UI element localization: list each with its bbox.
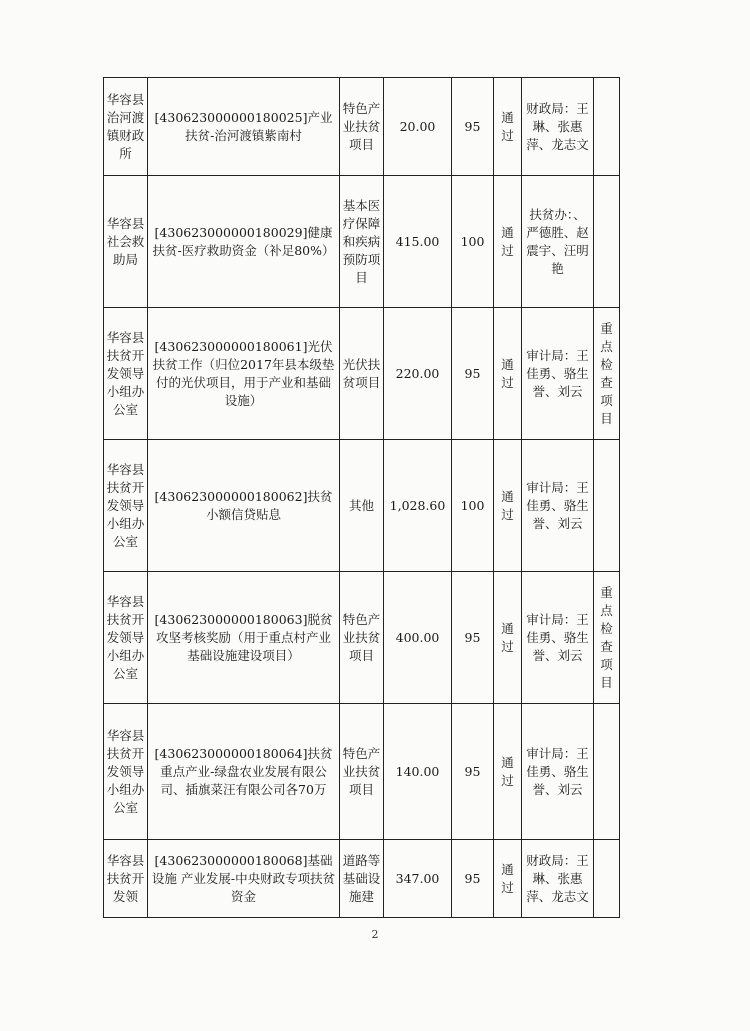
unit-cell: 华容县扶贫开发领导小组办公室 [104, 440, 148, 572]
amount-cell: 20.00 [384, 78, 452, 176]
amount-cell: 140.00 [384, 704, 452, 840]
category-cell: 光伏扶贫项目 [340, 308, 384, 440]
unit-cell: 华容县扶贫开发领导小组办公室 [104, 704, 148, 840]
score-cell: 100 [452, 440, 494, 572]
amount-cell: 220.00 [384, 308, 452, 440]
reviewer-cell: 审计局：王佳勇、骆生誉、刘云 [522, 704, 594, 840]
project-cell: [430623000000180068]基础设施 产业发展-中央财政专项扶贫资金 [148, 840, 340, 918]
score-cell: 95 [452, 704, 494, 840]
project-cell: [430623000000180061]光伏扶贫工作（归位2017年县本级垫付的光伏项目，用于产业和基础设施） [148, 308, 340, 440]
project-cell: [430623000000180062]扶贫小额信贷贴息 [148, 440, 340, 572]
table-row [104, 572, 620, 704]
project-cell: [430623000000180029]健康扶贫-医疗救助资金（补足80%） [148, 176, 340, 308]
amount-cell: 347.00 [384, 840, 452, 918]
note-cell [594, 840, 620, 918]
project-review-table [103, 77, 620, 918]
score-cell: 95 [452, 840, 494, 918]
category-cell: 其他 [340, 440, 384, 572]
result-cell: 通过 [494, 440, 522, 572]
unit-cell: 华容县扶贫开发领 [104, 840, 148, 918]
table-row [104, 704, 620, 840]
category-cell: 特色产业扶贫项目 [340, 572, 384, 704]
amount-cell: 1,028.60 [384, 440, 452, 572]
project-cell: [430623000000180064]扶贫重点产业-绿盘农业发展有限公司、插旗菜汪有限公司各70万 [148, 704, 340, 840]
table-row [104, 440, 620, 572]
result-cell: 通过 [494, 704, 522, 840]
table-row [104, 78, 620, 176]
project-cell: [430623000000180063]脱贫攻坚考核奖励（用于重点村产业基础设施建设项目） [148, 572, 340, 704]
project-cell: [430623000000180025]产业扶贫-治河渡镇紫南村 [148, 78, 340, 176]
unit-cell: 华容县治河渡镇财政所 [104, 78, 148, 176]
result-cell: 通过 [494, 176, 522, 308]
page-number: 2 [371, 928, 379, 941]
reviewer-cell: 财政局：王琳、张惠萍、龙志文 [522, 840, 594, 918]
category-cell: 特色产业扶贫项目 [340, 78, 384, 176]
reviewer-cell: 审计局：王佳勇、骆生誉、刘云 [522, 308, 594, 440]
reviewer-cell: 扶贫办：、严德胜、赵震宇、汪明艳 [522, 176, 594, 308]
note-cell: 重点检查项目 [594, 308, 620, 440]
result-cell: 通过 [494, 308, 522, 440]
category-cell: 特色产业扶贫项目 [340, 704, 384, 840]
reviewer-cell: 财政局：王琳、张惠萍、龙志文 [522, 78, 594, 176]
note-cell: 重点检查项目 [594, 572, 620, 704]
unit-cell: 华容县社会救助局 [104, 176, 148, 308]
score-cell: 100 [452, 176, 494, 308]
score-cell: 95 [452, 572, 494, 704]
reviewer-cell: 审计局：王佳勇、骆生誉、刘云 [522, 572, 594, 704]
table-row [104, 840, 620, 918]
result-cell: 通过 [494, 840, 522, 918]
score-cell: 95 [452, 78, 494, 176]
table-row [104, 176, 620, 308]
amount-cell: 415.00 [384, 176, 452, 308]
reviewer-cell: 审计局：王佳勇、骆生誉、刘云 [522, 440, 594, 572]
category-cell: 基本医疗保障和疾病预防项目 [340, 176, 384, 308]
note-cell [594, 78, 620, 176]
note-cell [594, 176, 620, 308]
note-cell [594, 704, 620, 840]
category-cell: 道路等基础设施建 [340, 840, 384, 918]
unit-cell: 华容县扶贫开发领导小组办公室 [104, 572, 148, 704]
result-cell: 通过 [494, 572, 522, 704]
table-row [104, 308, 620, 440]
result-cell: 通过 [494, 78, 522, 176]
amount-cell: 400.00 [384, 572, 452, 704]
unit-cell: 华容县扶贫开发领导小组办公室 [104, 308, 148, 440]
note-cell [594, 440, 620, 572]
score-cell: 95 [452, 308, 494, 440]
